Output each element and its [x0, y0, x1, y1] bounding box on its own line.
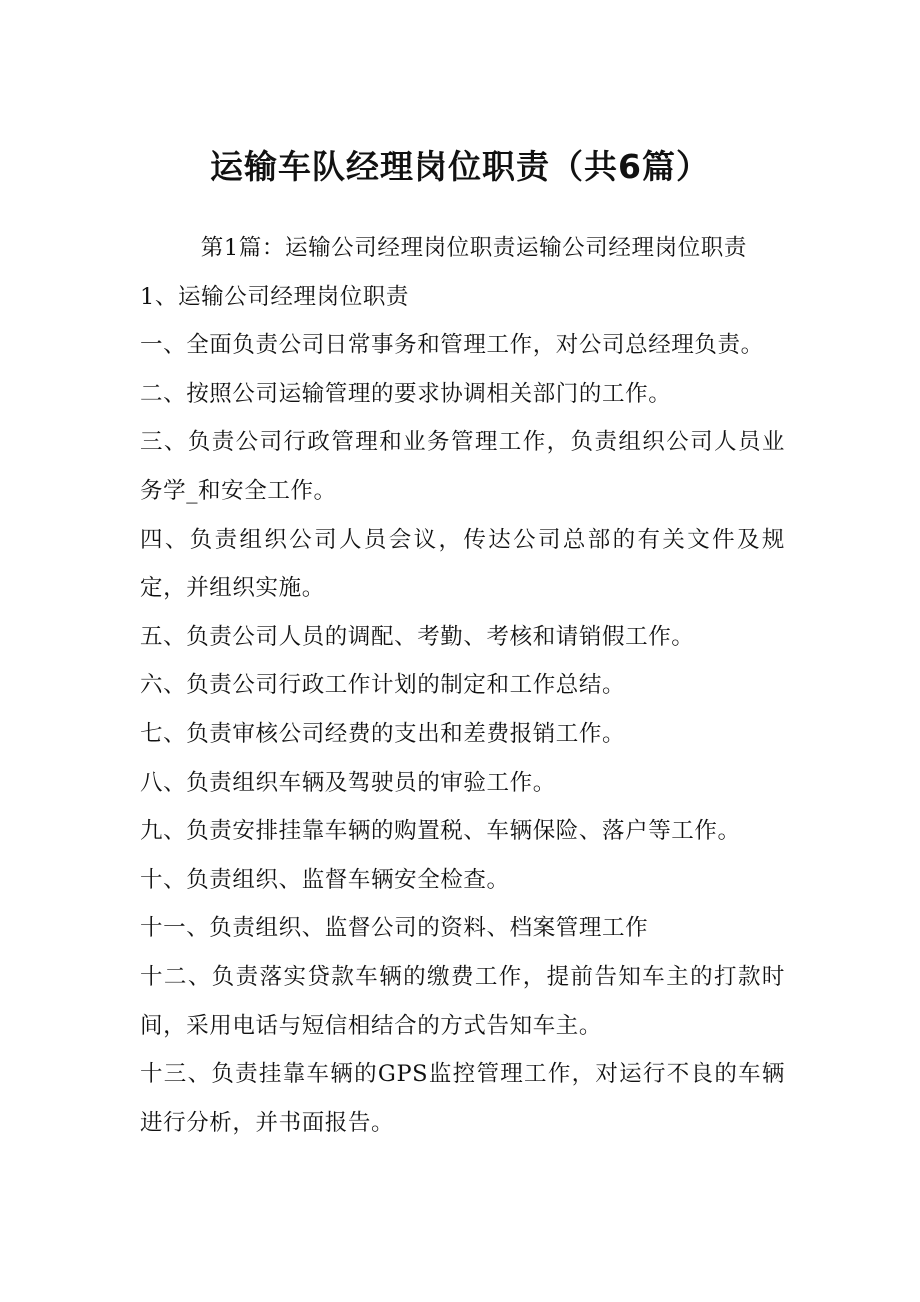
document-body — [140, 224, 785, 1147]
paragraph-duty-12: 十二、负责落实贷款车辆的缴费工作，提前告知车主的打款时间，采用电话与短信相结合的方式告知车主。 — [140, 963, 785, 1039]
paragraph-duty-7: 七、负责审核公司经费的支出和差费报销工作。 — [140, 720, 626, 747]
paragraph-duty-4: 四、负责组织公司人员会议，传达公司总部的有关文件及规定，并组织实施。 — [140, 526, 785, 602]
paragraph-duty-1: 一、全面负责公司日常事务和管理工作，对公司总经理负责。 — [140, 332, 764, 359]
paragraph-duty-8: 八、负责组织车辆及驾驶员的审验工作。 — [140, 769, 556, 796]
paragraph-subheading: 1、运输公司经理岗位职责 — [140, 283, 410, 310]
paragraph-duty-3: 三、负责公司行政管理和业务管理工作，负责组织公司人员业务学_和安全工作。 — [140, 429, 785, 504]
paragraph-duty-6: 六、负责公司行政工作计划的制定和工作总结。 — [140, 672, 626, 699]
paragraph-duty-2: 二、按照公司运输管理的要求协调相关部门的工作。 — [140, 380, 672, 407]
paragraph-duty-11: 十一、负责组织、监督公司的资料、档案管理工作 — [140, 915, 649, 942]
paragraph-duty-9: 九、负责安排挂靠车辆的购置税、车辆保险、落户等工作。 — [140, 818, 741, 845]
paragraph-duty-5: 五、负责公司人员的调配、考勤、考核和请销假工作。 — [140, 623, 695, 650]
paragraph-duty-13: 十三、负责挂靠车辆的GPS监控管理工作，对运行不良的车辆进行分析，并书面报告。 — [140, 1061, 785, 1136]
paragraph-section-heading: 第1篇：运输公司经理岗位职责运输公司经理岗位职责 — [200, 235, 747, 261]
document-title: 运输车队经理岗位职责（共6篇） — [210, 147, 710, 186]
paragraph-duty-10: 十、负责组织、监督车辆安全检查。 — [140, 866, 510, 893]
